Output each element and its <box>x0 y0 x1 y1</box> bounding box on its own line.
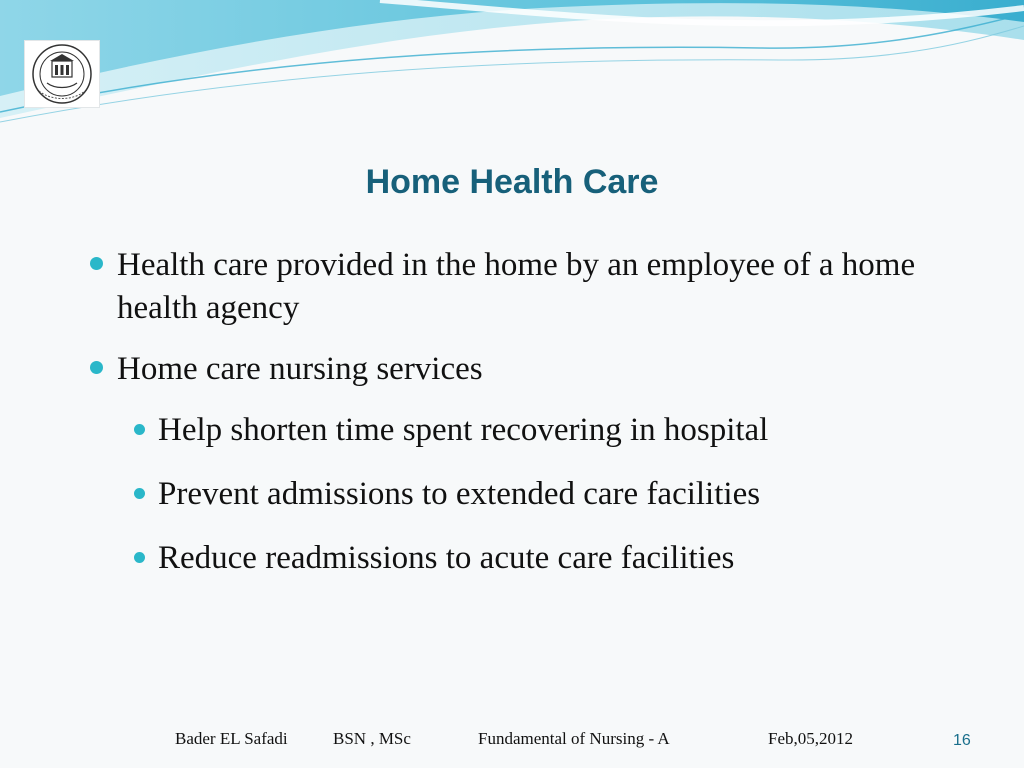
bullet-text: Help shorten time spent recovering in hospital <box>158 412 769 448</box>
bullet-text: Home care nursing services <box>117 351 483 387</box>
bullet-dot-icon <box>134 488 145 499</box>
bullet-item <box>86 348 946 391</box>
bullet-text: Prevent admissions to extended care facilities <box>158 476 761 512</box>
bullet-list <box>86 244 946 601</box>
bullet-dot-icon <box>134 552 145 563</box>
bullet-text: Health care provided in the home by an employee of a home health agency <box>117 247 916 326</box>
university-logo <box>24 40 100 108</box>
sub-bullet-item <box>86 473 946 516</box>
footer-date: Feb,05,2012 <box>768 729 853 748</box>
bullet-dot-icon <box>134 424 145 435</box>
bullet-text: Reduce readmissions to acute care facilities <box>158 540 735 576</box>
bullet-dot-icon <box>90 257 103 270</box>
footer-author: Bader EL Safadi <box>175 729 288 748</box>
bullet-dot-icon <box>90 361 103 374</box>
page-number: 16 <box>953 732 971 749</box>
footer-credentials: BSN , MSc <box>333 729 411 748</box>
header-wave-decoration <box>0 0 1024 130</box>
sub-bullet-item <box>86 409 946 452</box>
bullet-item <box>86 244 946 330</box>
university-seal-icon <box>25 41 99 107</box>
sub-bullet-item <box>86 537 946 580</box>
slide-title: Home Health Care <box>365 163 659 201</box>
footer-course: Fundamental of Nursing - A <box>478 729 670 748</box>
